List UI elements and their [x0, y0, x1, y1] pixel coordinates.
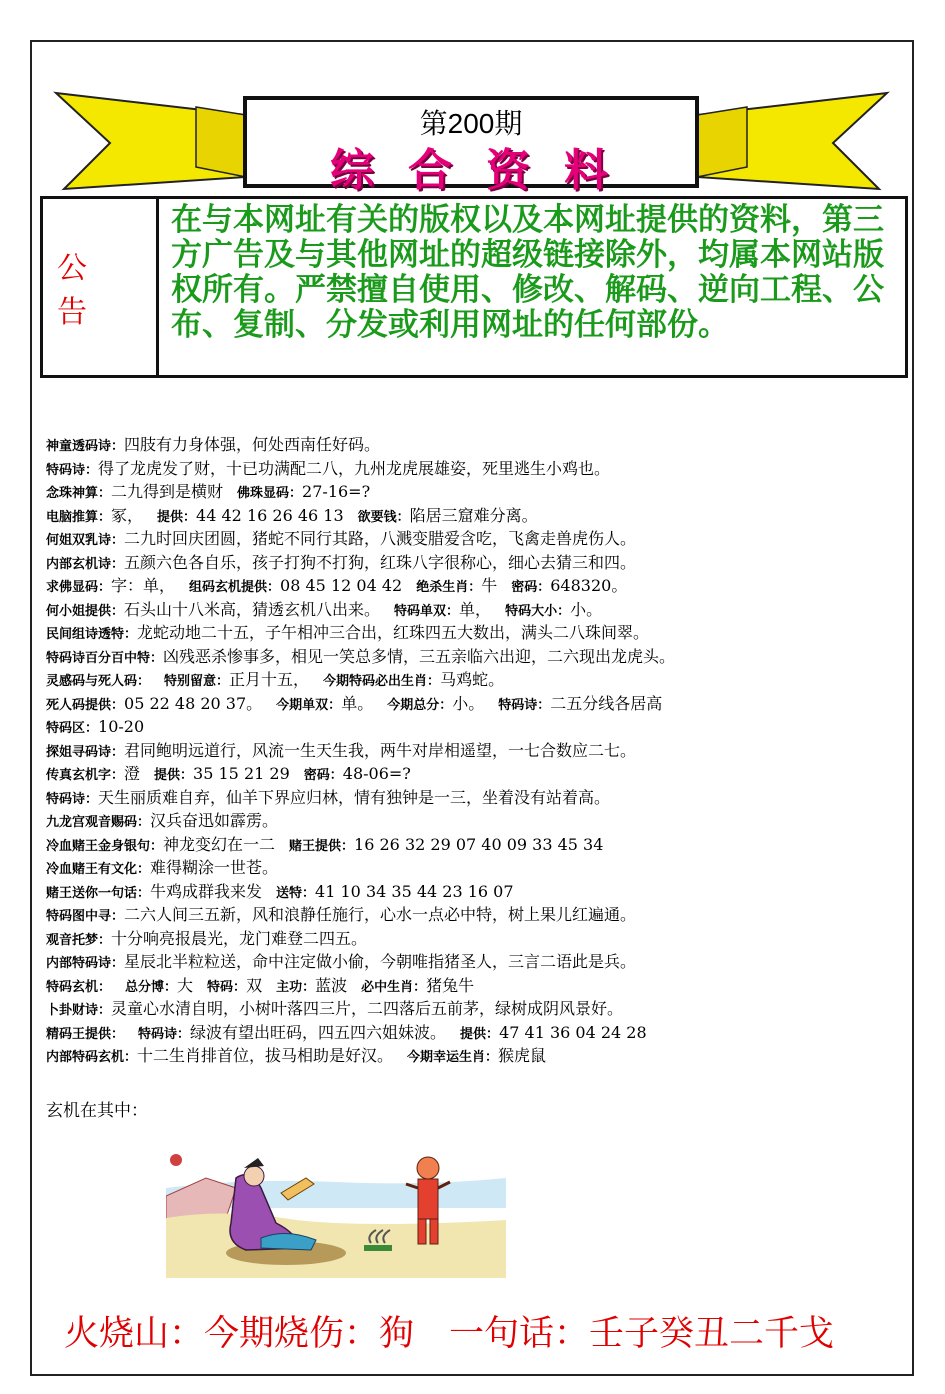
- info-value: 四肢有力身体强，何处西南任好码。: [124, 435, 381, 454]
- info-key: 组码玄机提供：: [189, 580, 281, 595]
- info-key: 今期特码必出生肖：: [323, 674, 441, 689]
- info-value: 二六人间三五新，风和浪静任施行，心水一点必中特，树上果儿红遍通。: [124, 905, 637, 924]
- info-key: 必中生肖：: [361, 979, 427, 995]
- info-key: 卜卦财诗：: [46, 1003, 112, 1018]
- info-value: 16 26 32 29 07 40 09 33 45 34: [354, 834, 604, 854]
- info-line: [46, 809, 886, 833]
- info-key: 绝杀生肖：: [416, 580, 482, 595]
- info-key: 今期总分：: [387, 697, 453, 713]
- info-value: 小。: [452, 693, 485, 713]
- info-key: 特码诗百分百中特：: [46, 650, 164, 666]
- info-value: 十二生肖排首位，拔马相助是好汉。: [137, 1046, 394, 1065]
- footer-fire-mountain: 火烧山：今期烧伤：狗 一句话：壬子癸丑二千戈: [64, 1314, 835, 1354]
- info-value: 牛鸡成群我来发: [150, 881, 263, 901]
- info-key: 提供：: [460, 1026, 500, 1042]
- info-value: 35 15 21 29: [193, 764, 290, 783]
- info-key: 特码诗：: [46, 791, 99, 807]
- info-value: 正月十五，: [229, 670, 310, 689]
- notice-text: 在与本网址有关的版权以及本网址提供的资料，第三方广告及与其他网址的超级链接除外，均属本网站版权所有。严禁擅自使用、修改、解码、逆向工程、公布、复制、分发或利用网址的任何部份。: [171, 202, 884, 343]
- info-line: [46, 715, 886, 739]
- info-value: 难得糊涂一世苍。: [150, 858, 279, 877]
- info-line: [46, 1044, 886, 1068]
- info-value: 小。: [570, 599, 603, 619]
- info-key: 精码王提供：: [46, 1026, 125, 1042]
- info-key: 特码大小：: [505, 603, 571, 619]
- info-line: [46, 903, 886, 927]
- info-key: 九龙宫观音赐码：: [46, 815, 151, 830]
- info-value: 石头山十八米高，猜透玄机八出来。: [124, 599, 381, 619]
- info-value: 汉兵奋迅如霹雳。: [150, 811, 279, 830]
- info-line: [46, 1021, 886, 1045]
- info-value: 单。: [341, 693, 374, 713]
- info-value: 41 10 34 35 44 23 16 07: [315, 881, 514, 901]
- info-value: 陷居三窟难分离。: [409, 505, 538, 525]
- info-value: 二九时回庆团圆，猪蛇不同行其路，八溅变腊爱含吃，飞禽走兽虎伤人。: [124, 529, 637, 548]
- info-lines: [46, 433, 886, 1068]
- info-value: 绿波有望出旺码，四五四六姐妹波。: [190, 1022, 447, 1042]
- info-value: 字：单，: [111, 576, 176, 595]
- info-line: [46, 457, 886, 481]
- info-value: 648320。: [550, 576, 628, 595]
- info-key: 探姐寻码诗：: [46, 744, 125, 760]
- ribbon-right-icon: [692, 85, 907, 195]
- info-line: [46, 598, 886, 622]
- info-key: 内部特码诗：: [46, 956, 125, 971]
- info-line: [46, 927, 886, 951]
- info-value: 10-20: [98, 717, 145, 736]
- info-line: [46, 574, 886, 598]
- info-value: 48-06=?: [342, 764, 411, 783]
- info-key: 送特：: [276, 885, 316, 901]
- info-value: 单，: [459, 599, 492, 619]
- info-key: 求佛显码：: [46, 580, 112, 595]
- info-value: 马鸡蛇。: [440, 670, 505, 689]
- info-line: [46, 880, 886, 904]
- info-key: 特码区：: [46, 721, 99, 736]
- info-key: 特码诗：: [498, 697, 551, 713]
- info-value: 08 45 12 04 42: [280, 576, 403, 595]
- info-key: 赌王提供：: [289, 838, 355, 854]
- info-line: [46, 833, 886, 857]
- info-value: 05 22 48 20 37。: [124, 693, 263, 713]
- xuanji-label: 玄机在其中：: [46, 1101, 148, 1121]
- info-key: 冷血赌王有文化：: [46, 862, 151, 877]
- info-value: 澄: [124, 764, 141, 783]
- info-value: 君同鲍明远道行，风流一生天生我，两牛对岸相遥望，一七合数应二七。: [124, 740, 637, 760]
- info-key: 传真玄机字：: [46, 768, 125, 783]
- page-title: 综合资料: [330, 145, 642, 196]
- issue-number: 第200期: [419, 108, 523, 139]
- info-key: 提供：: [157, 509, 197, 525]
- info-key: 内部玄机诗：: [46, 556, 125, 572]
- info-value: 星辰北半粒粒送，命中注定做小偷，今朝唯指猪圣人，三言二语此是兵。: [124, 952, 637, 971]
- info-value: 47 41 36 04 24 28: [499, 1022, 647, 1042]
- title-box: [243, 96, 699, 196]
- info-line: [46, 786, 886, 810]
- info-key: 特码诗：: [46, 462, 99, 478]
- info-line: [46, 668, 886, 692]
- info-key: 电脑推算：: [46, 509, 112, 525]
- info-value: 得了龙虎发了财，十已功满配二八，九州龙虎展雄姿，死里逃生小鸡也。: [98, 458, 611, 478]
- info-key: 神童透码诗：: [46, 439, 125, 454]
- info-line: [46, 974, 886, 998]
- info-value: 天生丽质难自弃，仙羊下界应归林，情有独钟是一三，坐着没有站着高。: [98, 787, 611, 807]
- info-value: 双: [246, 975, 263, 995]
- info-value: 猴虎鼠: [498, 1046, 547, 1065]
- info-key: 观音托梦：: [46, 932, 112, 948]
- info-key: 特码图中寻：: [46, 909, 125, 924]
- info-value: 二九得到是横财: [111, 482, 224, 501]
- info-value: 二五分线各居高: [550, 693, 663, 713]
- info-line: [46, 645, 886, 669]
- notice-box: [40, 196, 908, 378]
- info-line: [46, 856, 886, 880]
- info-line: [46, 504, 886, 528]
- ribbon-left-icon: [36, 85, 251, 195]
- info-value: 十分响亮报晨光，龙门难登二四五。: [111, 928, 368, 948]
- info-key: 特码玄机：: [46, 979, 112, 995]
- info-value: 猪兔牛: [426, 975, 475, 995]
- info-key: 今期单双：: [276, 697, 342, 713]
- info-value: 牛: [481, 576, 498, 595]
- info-key: 何姐双乳诗：: [46, 533, 125, 548]
- notice-label: 公告: [43, 199, 159, 375]
- info-key: 特码诗：: [138, 1026, 191, 1042]
- info-line: [46, 692, 886, 716]
- info-key: 密码：: [511, 580, 551, 595]
- info-key: 冷血赌王金身银句：: [46, 838, 164, 854]
- info-value: 冢，: [111, 505, 144, 525]
- info-line: [46, 480, 886, 504]
- info-key: 灵感码与死人码：: [46, 674, 151, 689]
- info-line: [46, 527, 886, 551]
- info-key: 佛珠显码：: [237, 486, 303, 501]
- info-value: 神龙变幻在一二: [163, 834, 276, 854]
- info-value: 五颜六色各自乐，孩子打狗不打狗，红珠八字很称心，细心去猜三和四。: [124, 552, 637, 572]
- info-line: [46, 551, 886, 575]
- info-key: 特码单双：: [394, 603, 460, 619]
- info-line: [46, 997, 886, 1021]
- info-key: 特码：: [207, 979, 247, 995]
- info-key: 念珠神算：: [46, 486, 112, 501]
- info-key: 提供：: [154, 768, 194, 783]
- info-line: [46, 762, 886, 786]
- info-key: 民间组诗透特：: [46, 627, 138, 642]
- info-value: 蓝波: [315, 975, 348, 995]
- info-key: 特别留意：: [164, 674, 230, 689]
- info-value: 凶残恶杀惨事多，相见一笑总多情，三五亲临六出迎，二六现出龙虎头。: [163, 646, 676, 666]
- info-line: [46, 950, 886, 974]
- info-value: 27-16=?: [302, 482, 371, 501]
- info-key: 今期幸运生肖：: [407, 1050, 499, 1065]
- info-key: 总分博：: [125, 979, 178, 995]
- info-line: [46, 621, 886, 645]
- info-line: [46, 739, 886, 763]
- info-key: 欲要钱：: [357, 509, 410, 525]
- info-line: [46, 433, 886, 457]
- info-value: 灵童心水清自明，小树叶落四三片，二四落后五前茅，绿树成阴风景好。: [111, 999, 624, 1018]
- info-key: 赌王送你一句话：: [46, 885, 151, 901]
- info-key: 死人码提供：: [46, 697, 125, 713]
- info-value: 44 42 16 26 46 13: [196, 505, 344, 525]
- info-key: 何小姐提供：: [46, 603, 125, 619]
- info-key: 密码：: [303, 768, 343, 783]
- info-value: 龙蛇动地二十五，子午相冲三合出，红珠四五大数出，满头二八珠间翠。: [137, 623, 650, 642]
- cartoon-scene-illustration: [166, 1148, 506, 1278]
- info-value: 大: [177, 975, 194, 995]
- info-key: 主功：: [276, 979, 316, 995]
- info-key: 内部特码玄机：: [46, 1050, 138, 1065]
